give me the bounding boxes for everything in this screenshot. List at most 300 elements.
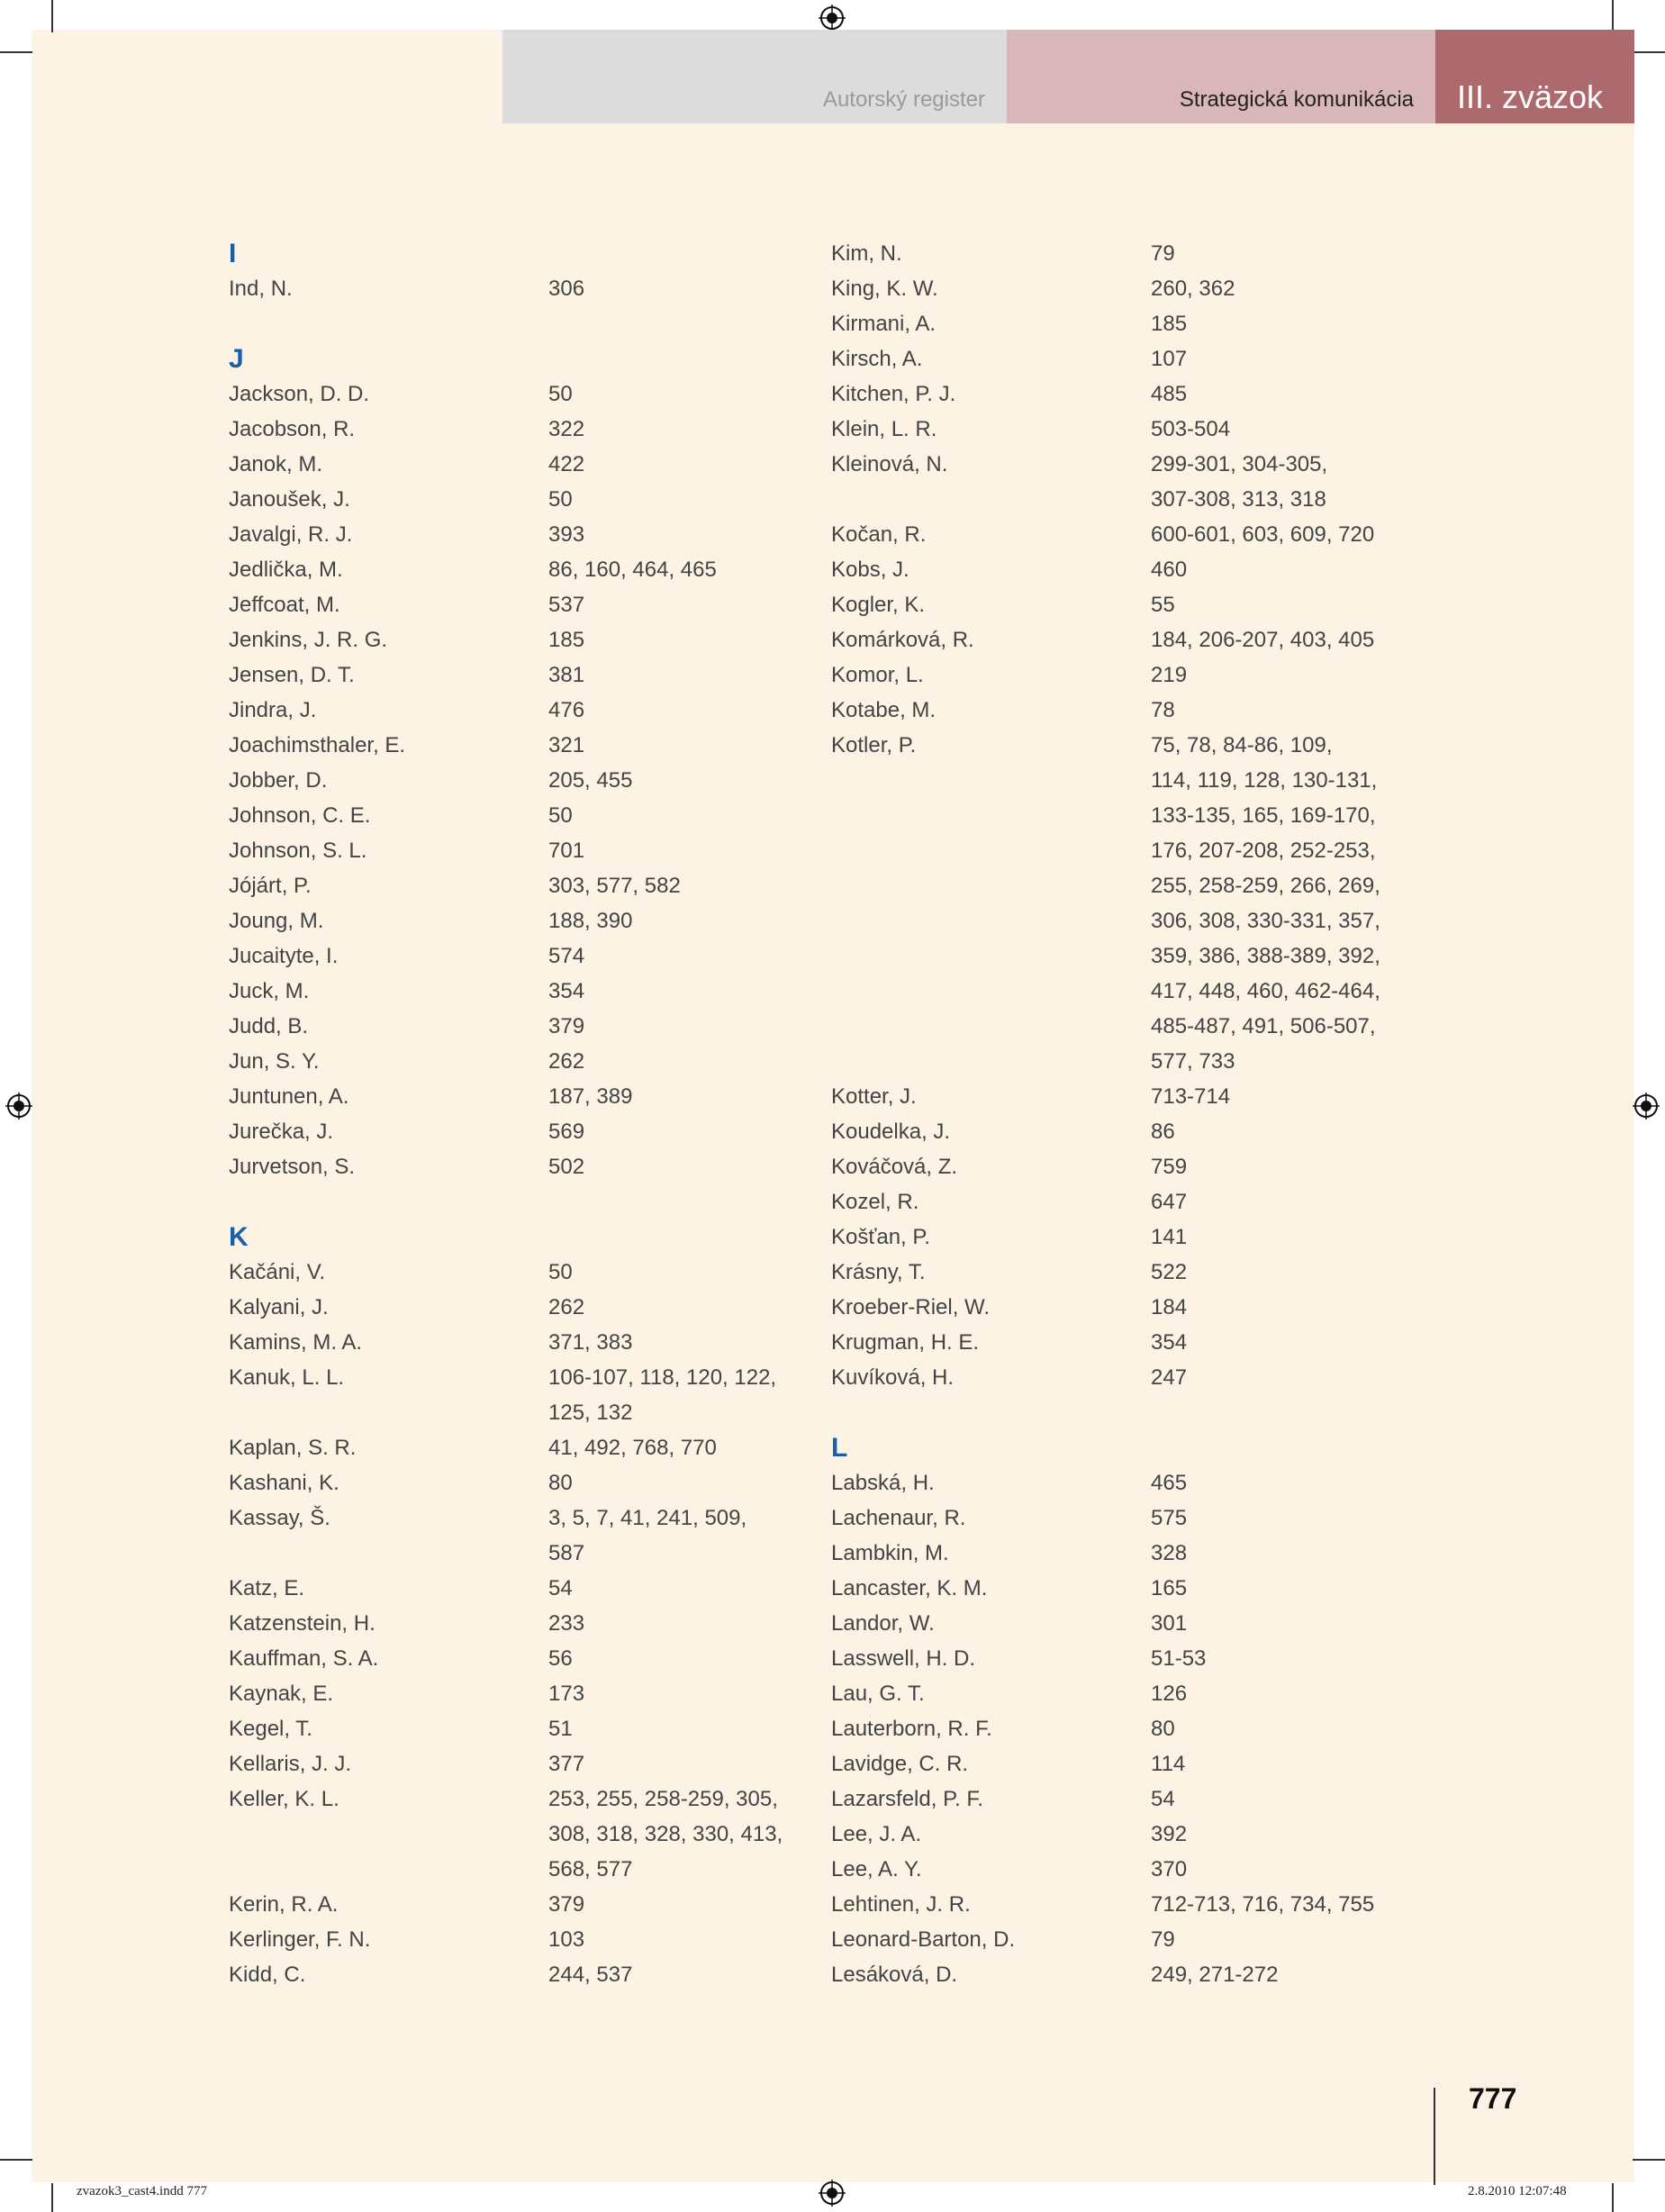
page-references xyxy=(1151,412,1407,447)
page-reference-line: 50 xyxy=(548,382,573,406)
page-references xyxy=(1151,1536,1407,1571)
page-references xyxy=(548,1887,805,1922)
index-entry xyxy=(831,1079,1407,1114)
page-references xyxy=(548,974,805,1009)
index-entry xyxy=(831,236,1407,271)
author-name: Kaynak, E. xyxy=(229,1682,334,1706)
page-references xyxy=(548,1009,805,1044)
page-references xyxy=(548,1360,805,1430)
index-entry xyxy=(229,868,805,903)
author-name: Jójárt, P. xyxy=(229,874,312,898)
page-references xyxy=(1151,341,1407,376)
page-reference-line: 303, 577, 582 xyxy=(548,874,681,898)
author-name: Lau, G. T. xyxy=(831,1682,925,1706)
author-name: Komor, L. xyxy=(831,663,924,687)
page-reference-line: 141 xyxy=(1151,1225,1188,1249)
index-letter-heading: J xyxy=(229,344,244,374)
author-name: Kogler, K. xyxy=(831,593,926,617)
page-references xyxy=(548,1676,805,1711)
index-entry xyxy=(229,833,805,868)
page-references xyxy=(548,798,805,833)
index-entry xyxy=(229,482,805,517)
author-name: Jindra, J. xyxy=(229,698,317,722)
author-name: Kim, N. xyxy=(831,241,902,266)
page-references xyxy=(1151,693,1407,728)
registration-mark-icon xyxy=(1633,1092,1660,1120)
page-reference-line: 701 xyxy=(548,839,585,863)
author-name: Jobber, D. xyxy=(229,768,328,793)
page-references xyxy=(1151,1184,1407,1219)
page-references xyxy=(1151,271,1407,306)
page-reference-line: 78 xyxy=(1151,698,1175,722)
author-name: Kotabe, M. xyxy=(831,698,937,722)
author-name: Lachenaur, R. xyxy=(831,1506,966,1530)
index-entry xyxy=(831,1922,1407,1957)
author-name: Košťan, P. xyxy=(831,1225,930,1249)
page-references xyxy=(1151,517,1407,552)
index-entry xyxy=(229,1430,805,1465)
crop-mark xyxy=(0,2159,32,2161)
page-reference-line: 392 xyxy=(1151,1822,1188,1846)
page-references xyxy=(1151,1255,1407,1290)
page-reference-line: 50 xyxy=(548,1260,573,1284)
author-name: Kerin, R. A. xyxy=(229,1892,339,1917)
page-reference-line: 379 xyxy=(548,1014,585,1038)
author-name: Krugman, H. E. xyxy=(831,1330,980,1355)
index-entry xyxy=(831,552,1407,587)
index-entry xyxy=(831,1852,1407,1887)
author-name: Kamins, M. A. xyxy=(229,1330,363,1355)
author-name: Lee, J. A. xyxy=(831,1822,922,1846)
index-entry xyxy=(229,728,805,763)
page-reference-line: 575 xyxy=(1151,1506,1188,1530)
index-entry xyxy=(831,1711,1407,1746)
page-reference-line: 485-487, 491, 506-507, xyxy=(1151,1014,1376,1038)
author-name: Johnson, C. E. xyxy=(229,803,371,828)
page-reference-line: 219 xyxy=(1151,663,1188,687)
page-reference-line: 522 xyxy=(1151,1260,1188,1284)
author-name: Katz, E. xyxy=(229,1576,305,1600)
author-name: Leonard-Barton, D. xyxy=(831,1927,1016,1952)
author-name: Kozel, R. xyxy=(831,1190,919,1214)
index-entry xyxy=(831,1149,1407,1184)
index-letter-heading: I xyxy=(229,239,237,268)
index-entry xyxy=(229,693,805,728)
page-references xyxy=(1151,587,1407,622)
index-entry xyxy=(831,1114,1407,1149)
page-reference-line: 568, 577 xyxy=(548,1857,633,1881)
page-reference-line: 50 xyxy=(548,803,573,828)
author-name: Kleinová, N. xyxy=(831,452,948,476)
header-section-label: Autorský register xyxy=(822,87,985,112)
page-reference-line: 306 xyxy=(548,276,585,301)
page-reference-line: 51-53 xyxy=(1151,1646,1207,1671)
author-name: Krásny, T. xyxy=(831,1260,926,1284)
page-reference-line: 417, 448, 460, 462-464, xyxy=(1151,979,1380,1003)
page-references xyxy=(548,482,805,517)
author-name: Lauterborn, R. F. xyxy=(831,1717,992,1741)
page-reference-line: 476 xyxy=(548,698,585,722)
author-name: Lambkin, M. xyxy=(831,1541,949,1565)
page-references xyxy=(1151,1360,1407,1395)
page-reference-line: 50 xyxy=(548,487,573,512)
page-reference-line: 107 xyxy=(1151,347,1188,371)
page-references xyxy=(1151,1711,1407,1746)
page-references xyxy=(1151,447,1407,517)
index-entry xyxy=(229,552,805,587)
page-references xyxy=(548,868,805,903)
author-name: Johnson, S. L. xyxy=(229,839,367,863)
index-entry xyxy=(229,1606,805,1641)
crop-mark xyxy=(51,0,53,32)
index-entry xyxy=(229,1571,805,1606)
page-references xyxy=(1151,1781,1407,1817)
index-entry xyxy=(229,1255,805,1290)
page-references xyxy=(548,517,805,552)
author-name: Kalyani, J. xyxy=(229,1295,329,1319)
index-letter-heading: K xyxy=(229,1222,249,1252)
index-entry xyxy=(229,447,805,482)
page-references xyxy=(548,447,805,482)
page-references xyxy=(1151,1219,1407,1255)
page-reference-line: 244, 537 xyxy=(548,1963,633,1987)
index-entry xyxy=(831,412,1407,447)
author-name: Kidd, C. xyxy=(229,1963,306,1987)
page-reference-line: 485 xyxy=(1151,382,1188,406)
author-name: Lesáková, D. xyxy=(831,1963,958,1987)
index-entry xyxy=(831,1465,1407,1500)
page-references xyxy=(548,1500,805,1571)
print-slug-date: 2.8.2010 12:07:48 xyxy=(1468,2184,1567,2198)
page-reference-line: 80 xyxy=(548,1471,573,1495)
page-reference-line: 173 xyxy=(548,1682,585,1706)
author-name: Kanuk, L. L. xyxy=(229,1365,345,1390)
page-references xyxy=(548,1079,805,1114)
page-reference-line: 359, 386, 388-389, 392, xyxy=(1151,944,1380,968)
index-entry xyxy=(229,798,805,833)
index-entry xyxy=(831,517,1407,552)
page-references xyxy=(548,1465,805,1500)
page-reference-line: 307-308, 313, 318 xyxy=(1151,487,1326,512)
page-references xyxy=(548,938,805,974)
crop-mark xyxy=(0,51,32,53)
page-references xyxy=(548,1571,805,1606)
page-references xyxy=(548,1114,805,1149)
page-references xyxy=(1151,1957,1407,1992)
index-entry xyxy=(831,306,1407,341)
author-name: Jensen, D. T. xyxy=(229,663,355,687)
page-reference-line: 86 xyxy=(1151,1120,1175,1144)
page-references xyxy=(1151,1887,1407,1922)
header-title-band xyxy=(1007,30,1435,123)
page-reference-line: 354 xyxy=(548,979,585,1003)
author-name: Komárková, R. xyxy=(831,628,974,652)
page-reference-line: 577, 733 xyxy=(1151,1049,1235,1074)
page-reference-line: 125, 132 xyxy=(548,1401,633,1425)
index-entry xyxy=(831,1184,1407,1219)
page-reference-line: 759 xyxy=(1151,1155,1188,1179)
page-references xyxy=(1151,1852,1407,1887)
page-reference-line: 371, 383 xyxy=(548,1330,633,1355)
author-name: Kotter, J. xyxy=(831,1084,917,1109)
page-references xyxy=(548,376,805,412)
author-name: Kováčová, Z. xyxy=(831,1155,958,1179)
index-letter-heading: L xyxy=(831,1433,848,1463)
index-entry xyxy=(229,1149,805,1184)
page-reference-line: 713-714 xyxy=(1151,1084,1231,1109)
index-entry xyxy=(831,1641,1407,1676)
index-entry xyxy=(831,1676,1407,1711)
page-reference-line: 255, 258-259, 266, 269, xyxy=(1151,874,1380,898)
author-name: Jucaityte, I. xyxy=(229,944,339,968)
page-references xyxy=(1151,1606,1407,1641)
author-name: Kačáni, V. xyxy=(229,1260,326,1284)
page-reference-line: 328 xyxy=(1151,1541,1188,1565)
page-reference-line: 306, 308, 330-331, 357, xyxy=(1151,909,1380,933)
page-reference-line: 260, 362 xyxy=(1151,276,1235,301)
page-reference-line: 205, 455 xyxy=(548,768,633,793)
page-references xyxy=(548,1922,805,1957)
page-reference-line: 187, 389 xyxy=(548,1084,633,1109)
index-entry xyxy=(229,1114,805,1149)
author-name: Juntunen, A. xyxy=(229,1084,349,1109)
header-section-band xyxy=(502,30,1007,123)
index-entry xyxy=(229,622,805,657)
author-name: Joung, M. xyxy=(229,909,324,933)
author-name: Janoušek, J. xyxy=(229,487,350,512)
author-name: Kegel, T. xyxy=(229,1717,312,1741)
page-number: 777 xyxy=(1469,2082,1517,2115)
index-entry xyxy=(831,728,1407,1079)
index-entry xyxy=(229,763,805,798)
author-name: Kerlinger, F. N. xyxy=(229,1927,371,1952)
author-name: Lasswell, H. D. xyxy=(831,1646,976,1671)
page-reference-line: 321 xyxy=(548,733,585,757)
crop-mark xyxy=(51,2183,53,2212)
page-reference-line: 377 xyxy=(548,1752,585,1776)
index-entry xyxy=(831,341,1407,376)
index-entry xyxy=(831,1746,1407,1781)
author-name: Kobs, J. xyxy=(831,558,909,582)
page-reference-line: 184, 206-207, 403, 405 xyxy=(1151,628,1375,652)
registration-mark-icon xyxy=(5,1092,32,1120)
index-entry xyxy=(229,974,805,1009)
index-entry xyxy=(229,1746,805,1781)
page-reference-line: 301 xyxy=(1151,1611,1188,1636)
author-name: Ind, N. xyxy=(229,276,293,301)
page-references xyxy=(548,1290,805,1325)
index-entry xyxy=(831,271,1407,306)
author-name: Jenkins, J. R. G. xyxy=(229,628,388,652)
page-references xyxy=(548,1325,805,1360)
page-reference-line: 114 xyxy=(1151,1752,1186,1776)
page-references xyxy=(1151,552,1407,587)
author-name: Kaplan, S. R. xyxy=(229,1436,357,1460)
page-references xyxy=(548,728,805,763)
page-reference-line: 370 xyxy=(1151,1857,1188,1881)
page-references xyxy=(1151,1676,1407,1711)
page-references xyxy=(1151,1465,1407,1500)
page-references xyxy=(1151,728,1407,1079)
index-entry xyxy=(229,1641,805,1676)
page-reference-line: 354 xyxy=(1151,1330,1188,1355)
author-name: Jurvetson, S. xyxy=(229,1155,356,1179)
page-references xyxy=(548,1044,805,1079)
index-entry xyxy=(229,376,805,412)
page-reference-line: 188, 390 xyxy=(548,909,633,933)
index-entry xyxy=(229,1044,805,1079)
author-name: Jeffcoat, M. xyxy=(229,593,340,617)
page-references xyxy=(1151,1500,1407,1536)
page-reference-line: 55 xyxy=(1151,593,1175,617)
index-entry xyxy=(831,1219,1407,1255)
index-entry xyxy=(229,1325,805,1360)
index-entry xyxy=(229,1711,805,1746)
index-entry xyxy=(831,1957,1407,1992)
page-reference-line: 79 xyxy=(1151,1927,1175,1952)
index-column-left xyxy=(229,236,805,1992)
author-name: Jun, S. Y. xyxy=(229,1049,320,1074)
page-references xyxy=(1151,1571,1407,1606)
page-references xyxy=(1151,622,1407,657)
author-name: Lavidge, C. R. xyxy=(831,1752,969,1776)
author-name: Lancaster, K. M. xyxy=(831,1576,988,1600)
author-name: Juck, M. xyxy=(229,979,310,1003)
crop-mark xyxy=(1612,0,1614,32)
page-references xyxy=(1151,236,1407,271)
page-reference-line: 379 xyxy=(548,1892,585,1917)
page-reference-line: 185 xyxy=(1151,312,1188,336)
page-references xyxy=(548,1781,805,1887)
page-reference-line: 51 xyxy=(548,1717,573,1741)
index-entry xyxy=(229,1676,805,1711)
index-entry xyxy=(229,1922,805,1957)
header-title: Strategická komunikácia xyxy=(1179,87,1414,112)
index-entry xyxy=(229,657,805,693)
index-entry xyxy=(831,1781,1407,1817)
page-reference-line: 41, 492, 768, 770 xyxy=(548,1436,717,1460)
author-name: Klein, L. R. xyxy=(831,417,937,441)
author-name: Lazarsfeld, P. F. xyxy=(831,1787,983,1811)
page-references xyxy=(1151,1641,1407,1676)
author-name: Jedlička, M. xyxy=(229,558,343,582)
page-reference-line: 103 xyxy=(548,1927,585,1952)
page-references xyxy=(1151,306,1407,341)
page-references xyxy=(548,587,805,622)
index-entry xyxy=(229,271,805,306)
page-reference-line: 537 xyxy=(548,593,585,617)
author-name: Jurečka, J. xyxy=(229,1120,334,1144)
index-column-right xyxy=(831,236,1407,1992)
index-entry xyxy=(229,1500,805,1571)
author-name: Keller, K. L. xyxy=(229,1787,339,1811)
author-name: Katzenstein, H. xyxy=(229,1611,376,1636)
page-references xyxy=(1151,1817,1407,1852)
index-entry xyxy=(229,587,805,622)
page-references xyxy=(548,1746,805,1781)
page-references xyxy=(548,1957,805,1992)
page-reference-line: 460 xyxy=(1151,558,1188,582)
index-entry xyxy=(229,1290,805,1325)
page-reference-line: 422 xyxy=(548,452,585,476)
index-entry xyxy=(831,1887,1407,1922)
index-entry xyxy=(831,622,1407,657)
author-name: Kashani, K. xyxy=(229,1471,339,1495)
page-reference-line: 106-107, 118, 120, 122, xyxy=(548,1365,777,1390)
page-reference-line: 465 xyxy=(1151,1471,1188,1495)
page-references xyxy=(1151,1325,1407,1360)
index-entry xyxy=(229,1957,805,1992)
author-name: Janok, M. xyxy=(229,452,323,476)
index-entry xyxy=(831,1360,1407,1395)
author-name: Landor, W. xyxy=(831,1611,935,1636)
page-reference-line: 86, 160, 464, 465 xyxy=(548,558,717,582)
page-reference-line: 54 xyxy=(548,1576,573,1600)
page-references xyxy=(1151,1079,1407,1114)
index-entry xyxy=(229,412,805,447)
page-reference-line: 381 xyxy=(548,663,585,687)
page-reference-line: 299-301, 304-305, xyxy=(1151,452,1328,476)
crop-mark xyxy=(1612,2183,1614,2212)
author-name: Joachimsthaler, E. xyxy=(229,733,406,757)
index-entry xyxy=(831,447,1407,517)
page-reference-line: 176, 207-208, 252-253, xyxy=(1151,839,1376,863)
page-reference-line: 262 xyxy=(548,1295,585,1319)
author-name: Kotler, P. xyxy=(831,733,917,757)
author-name: Kauffman, S. A. xyxy=(229,1646,379,1671)
index-entry xyxy=(831,1290,1407,1325)
page-reference-line: 322 xyxy=(548,417,585,441)
page-reference-line: 247 xyxy=(1151,1365,1188,1390)
page-references xyxy=(1151,376,1407,412)
index-entry xyxy=(831,587,1407,622)
page-reference-line: 185 xyxy=(548,628,585,652)
index-entry xyxy=(229,938,805,974)
page-references xyxy=(548,903,805,938)
page-references xyxy=(548,1606,805,1641)
index-entry xyxy=(831,693,1407,728)
page-reference-line: 574 xyxy=(548,944,585,968)
author-name: King, K. W. xyxy=(831,276,938,301)
page-reference-line: 3, 5, 7, 41, 241, 509, xyxy=(548,1506,747,1530)
index-entry xyxy=(831,1571,1407,1606)
page-references xyxy=(1151,1746,1407,1781)
page-reference-line: 75, 78, 84-86, 109, xyxy=(1151,733,1333,757)
page-references xyxy=(1151,1114,1407,1149)
index-entry xyxy=(229,1887,805,1922)
page-reference-line: 54 xyxy=(1151,1787,1175,1811)
author-name: Lehtinen, J. R. xyxy=(831,1892,971,1917)
index-entry xyxy=(229,1079,805,1114)
author-name: Kirsch, A. xyxy=(831,347,923,371)
page-references xyxy=(1151,1149,1407,1184)
page-references xyxy=(548,1430,805,1465)
page-references xyxy=(1151,1922,1407,1957)
registration-mark-icon xyxy=(819,2180,846,2207)
page-reference-line: 184 xyxy=(1151,1295,1188,1319)
index-entry xyxy=(831,657,1407,693)
author-name: Jackson, D. D. xyxy=(229,382,370,406)
index-entry xyxy=(229,1009,805,1044)
crop-mark xyxy=(1633,2159,1665,2161)
page-reference-line: 647 xyxy=(1151,1190,1188,1214)
index-entry xyxy=(831,1325,1407,1360)
index-entry xyxy=(229,1781,805,1887)
author-name: Judd, B. xyxy=(229,1014,309,1038)
page-references xyxy=(548,657,805,693)
page-reference-line: 126 xyxy=(1151,1682,1188,1706)
page-references xyxy=(548,552,805,587)
